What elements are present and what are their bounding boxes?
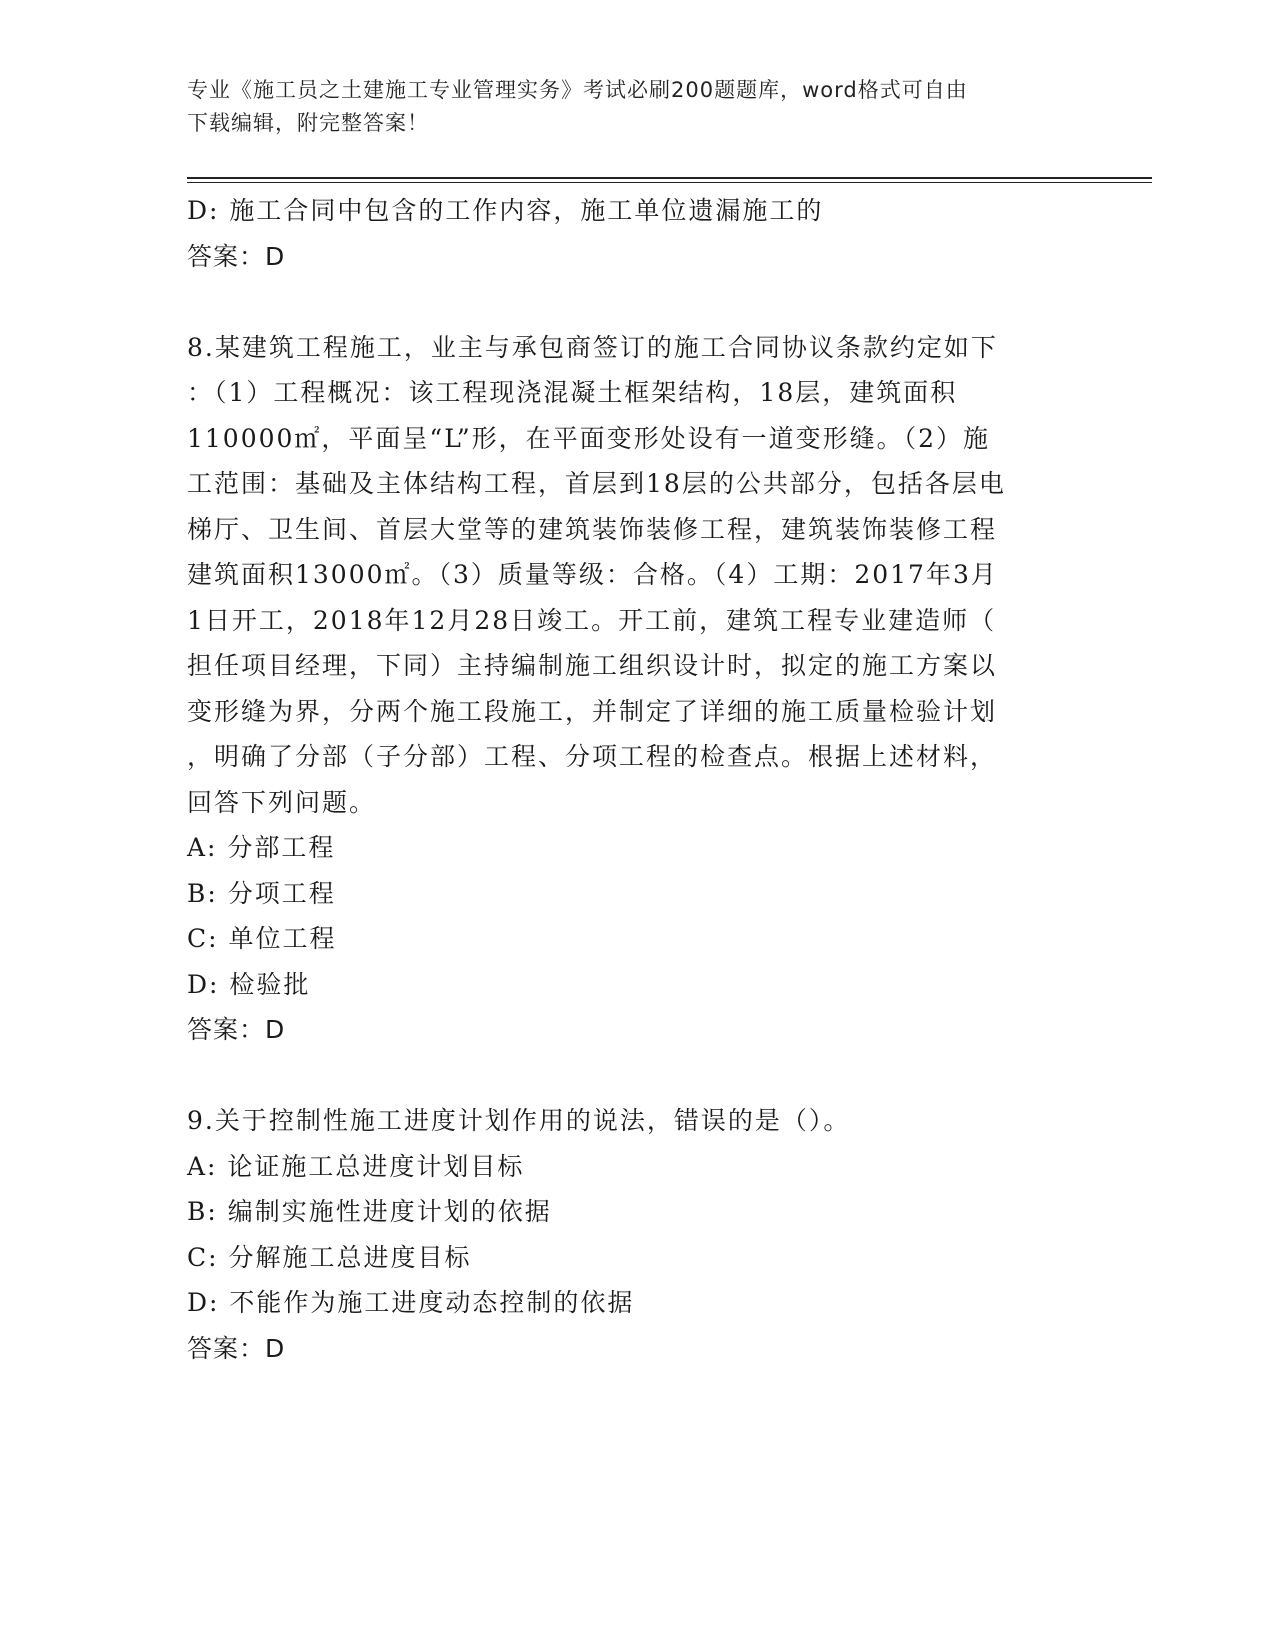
question-stem: 9.关于控制性施工进度计划作用的说法，错误的是（）。 xyxy=(187,1106,851,1135)
header-divider-thick xyxy=(187,177,1152,179)
document-body xyxy=(187,188,1067,1371)
question-stem-line: ：（1）工程概况：该工程现浇混凝土框架结构，18层，建筑面积 xyxy=(187,378,958,407)
question-9 xyxy=(187,1098,1067,1371)
question-stem-line: 110000㎡，平面呈“L”形，在平面变形处设有一道变形缝。（2）施 xyxy=(187,423,991,453)
option-b: B: 分项工程 xyxy=(187,878,336,908)
spacer xyxy=(187,1053,1067,1099)
question-stem-line: 变形缝为界，分两个施工段施工，并制定了详细的施工质量检验计划 xyxy=(187,696,998,726)
question-stem-line: 8.某建筑工程施工，业主与承包商签订的施工合同协议条款约定如下 xyxy=(187,332,998,362)
option-d: D: 施工合同中包含的工作内容，施工单位遗漏施工的 xyxy=(187,196,824,225)
option-a: A: 分部工程 xyxy=(187,833,336,862)
option-d: D: 不能作为施工进度动态控制的依据 xyxy=(187,1288,635,1317)
question-stem-line: ，明确了分部（子分部）工程、分项工程的检查点。根据上述材料， xyxy=(187,742,998,771)
header-divider-thin xyxy=(187,182,1152,183)
question-stem-line: 回答下列问题。 xyxy=(187,787,377,817)
question-stem-line: 1日开工，2018年12月28日竣工。开工前，建筑工程专业建造师（ xyxy=(187,605,997,635)
answer-line: 答案：D xyxy=(187,1333,286,1363)
spacer xyxy=(187,279,1067,325)
option-a: A: 论证施工总进度计划目标 xyxy=(187,1151,525,1181)
question-8 xyxy=(187,325,1067,1053)
header-line-1: 专业《施工员之土建施工专业管理实务》考试必刷200题题库，word格式可自由 xyxy=(187,78,968,102)
question-stem-line: 工范围：基础及主体结构工程，首层到18层的公共部分，包括各层电 xyxy=(187,469,1006,498)
option-d: D: 检验批 xyxy=(187,969,311,999)
option-c: C: 单位工程 xyxy=(187,924,337,953)
answer-line: 答案：D xyxy=(187,241,286,271)
question-stem-line: 建筑面积13000㎡。（3）质量等级：合格。（4）工期：2017年3月 xyxy=(187,560,998,589)
answer-line: 答案：D xyxy=(187,1015,286,1044)
header-line-2: 下载编辑，附完整答案！ xyxy=(187,111,429,135)
previous-question-tail xyxy=(187,188,1067,279)
option-b: B: 编制实施性进度计划的依据 xyxy=(187,1197,552,1226)
option-c: C: 分解施工总进度目标 xyxy=(187,1242,472,1272)
question-stem-line: 担任项目经理，下同）主持编制施工组织设计时，拟定的施工方案以 xyxy=(187,651,998,680)
document-header xyxy=(187,74,1067,140)
question-stem-line: 梯厅、卫生间、首层大堂等的建筑装饰装修工程，建筑装饰装修工程 xyxy=(187,514,998,544)
